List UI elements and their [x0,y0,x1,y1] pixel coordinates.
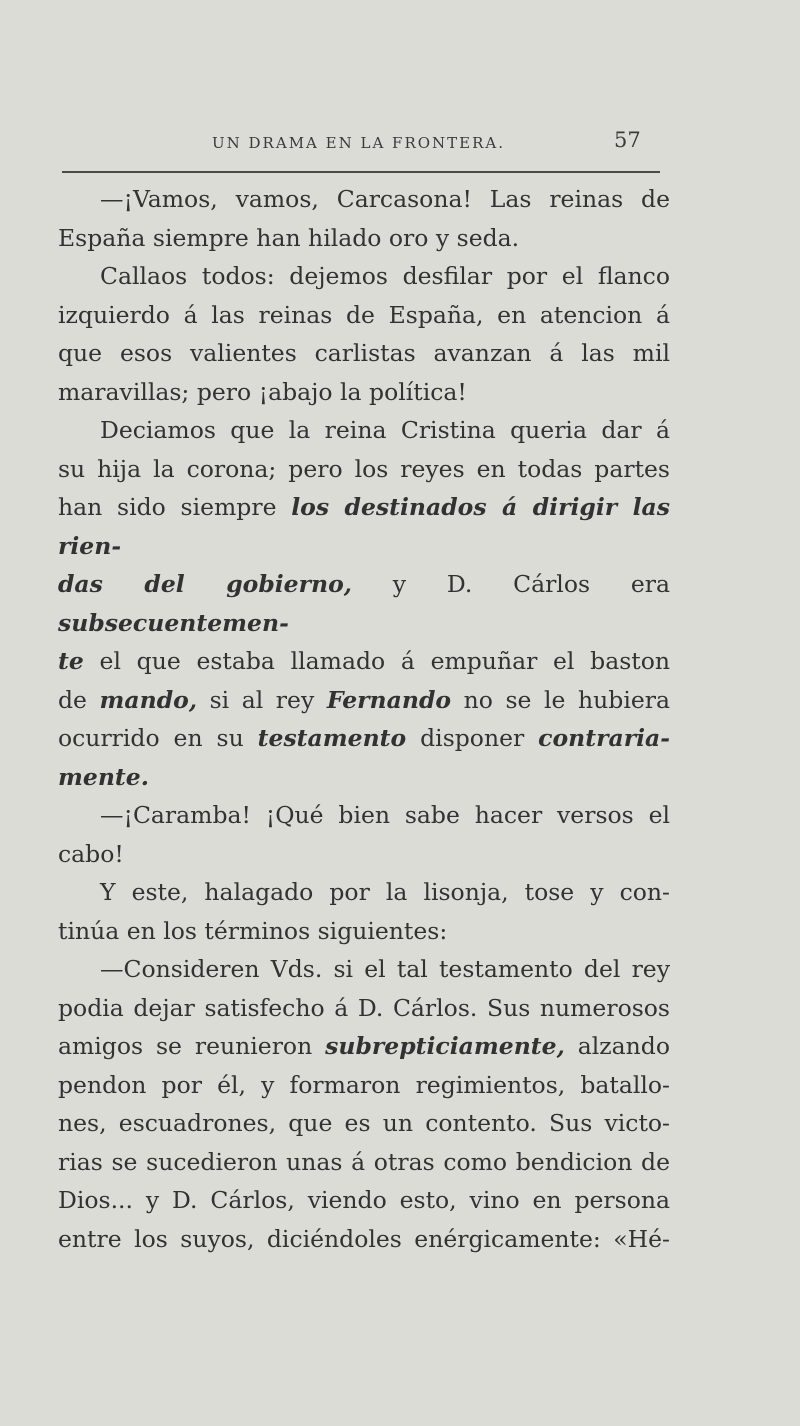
text-line [58,681,670,720]
italic-run: mando, [99,685,197,714]
text-line [58,758,670,797]
text-line: —¡Vamos, vamos, Carcasona! Las reinas de [100,185,670,213]
text-run: amigos se reunieron [58,1032,313,1060]
text-line [58,642,670,681]
text-line: —¡Caramba! ¡Qué bien sabe hacer versos el [100,801,670,829]
text-line [58,1027,670,1066]
text-line [58,719,670,758]
italic-run: das del gobierno, [58,570,352,598]
italic-run: te [58,647,84,675]
text-line: Y este, halagado por la lisonja, tose y con- [100,878,670,906]
italic-run: los destinados á dirigir las rien- [58,493,670,560]
text-line: —Consideren Vds. si el tal testamento del rey [100,955,670,983]
text-line [58,565,670,642]
text-run: y D. Cárlos era [392,570,670,598]
text-line: izquierdo á las reinas de España, en atencion á [58,300,670,329]
text-run: han sido siempre [58,493,277,521]
text-line: su hija la corona; pero los reyes en todas partes [58,454,670,483]
text-line: maravillas; pero ¡abajo la política! [58,377,467,406]
italic-run: mente. [58,762,149,791]
text-line: España siempre han hilado oro y seda. [58,223,520,252]
italic-run: contraria- [538,724,670,752]
italic-run: Fernando [326,685,452,714]
text-line: entre los suyos, diciéndoles enérgicamente: «Hé- [58,1224,670,1253]
text-line: Dios... y D. Cárlos, viendo esto, vino en persona [58,1186,670,1214]
text-run: disponer [420,724,525,752]
text-line: Callaos todos: dejemos desfilar por el flanco [100,262,670,290]
text-line: podia dejar satisfecho á D. Cárlos. Sus numerosos [58,993,670,1022]
text-line: tinúa en los términos siguientes: [58,916,448,945]
text-run: alzando [577,1032,670,1060]
italic-run: subrepticiamente, [325,1032,565,1060]
text-run: de [58,685,87,714]
text-run: no se le hubiera [463,685,670,714]
text-line: que esos valientes carlistas avanzan á las mil [58,339,670,367]
italic-run: subsecuentemen- [58,608,289,637]
text-line: cabo! [58,839,124,868]
text-run: ocurrido en su [58,724,244,752]
text-line: Deciamos que la reina Cristina queria dar á [100,416,670,444]
running-title: UN DRAMA EN LA FRONTERA. [212,134,506,152]
page-number: 57 [614,128,641,152]
text-line: nes, escuadrones, que es un contento. Sus victo- [58,1109,670,1137]
text-run: si al rey [209,685,315,714]
body-text [58,180,670,1258]
text-line: pendon por él, y formaron regimientos, batallo- [58,1070,670,1099]
text-line [58,488,670,565]
italic-run: testamento [257,724,407,752]
text-line: rias se sucedieron unas á otras como bendicion de [58,1147,670,1176]
text-run: el que estaba llamado á empuñar el baston [99,647,670,675]
header-rule [62,171,660,173]
